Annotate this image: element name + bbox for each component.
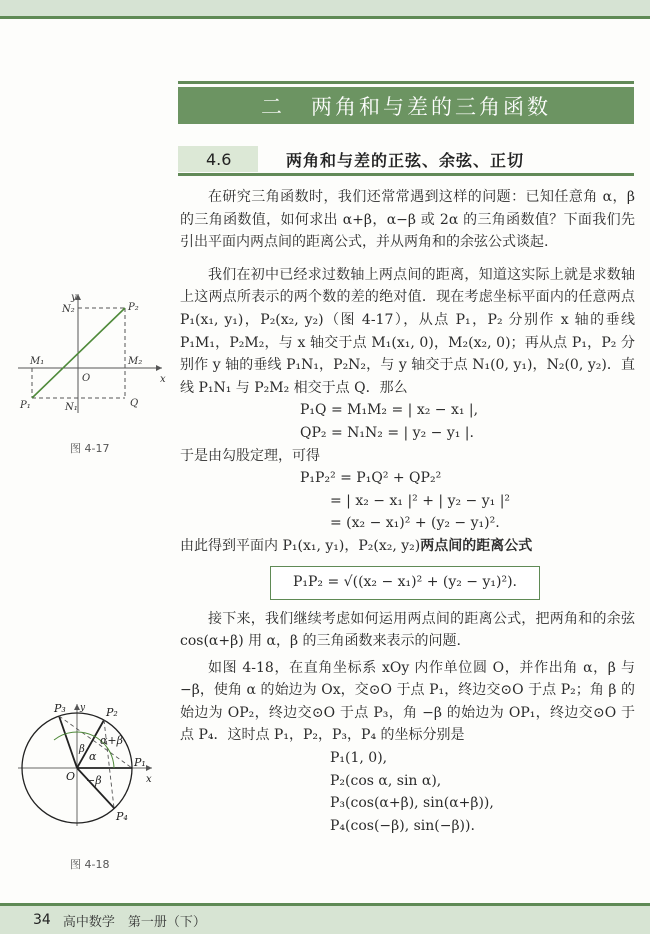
figure-4-18	[14, 700, 154, 830]
figure-4-18-caption: 图 4-18	[70, 858, 110, 871]
svg-text:y: y	[71, 292, 77, 303]
svg-text:M₂: M₂	[128, 356, 143, 367]
svg-text:N₁: N₁	[65, 402, 78, 413]
paragraph-intro: 在研究三角函数时，我们还常常遇到这样的问题：已知任意角 α，β 的三角函数值，如何求出 α+β，α−β 或 2α 的三角函数值？下面我们先引出平面内两点间的距离公式，并从两角和的余弦公式谈起.	[180, 189, 635, 251]
distance-formula-box	[270, 566, 540, 600]
equation-p1q: P₁Q = M₁M₂ = | x₂ − x₁ |,	[300, 402, 479, 419]
figure-4-17-caption: 图 4-17	[70, 442, 110, 455]
header-rule	[0, 16, 650, 19]
svg-text:P₁: P₁	[134, 756, 146, 769]
svg-text:P₄: P₄	[116, 810, 128, 823]
paragraph-cos-sum: 接下来，我们继续考虑如何运用两点间的距离公式，把两角和的余弦 cos(α+β) 用 α，β 的三角函数来表示的问题.	[180, 610, 635, 650]
section-heading	[178, 146, 634, 172]
section-title: 两角和与差的正弦、余弦、正切	[286, 150, 525, 170]
chapter-title: 两角和与差的三角函数	[311, 94, 551, 119]
paragraph-distance-formula-intro	[180, 535, 635, 558]
svg-text:O: O	[82, 373, 91, 384]
book-title: 高中数学 第一册（下）	[62, 914, 206, 930]
point-p2: P₂(cos α, sin α),	[330, 772, 442, 789]
svg-text:P₁: P₁	[20, 400, 31, 411]
chapter-heading	[178, 87, 634, 124]
svg-text:y: y	[80, 703, 86, 713]
svg-text:α+β: α+β	[100, 734, 124, 747]
equation-square-sum: = (x₂ − x₁)² + (y₂ − y₁)².	[330, 515, 500, 532]
paragraph-pythagoras: 于是由勾股定理，可得	[180, 447, 320, 464]
equation-p1p2-squared: P₁P₂² = P₁Q² + QP₂²	[300, 470, 442, 487]
svg-text:β: β	[79, 744, 85, 755]
svg-text:P₃: P₃	[54, 702, 66, 715]
figure-4-17	[10, 288, 170, 418]
point-p4: P₄(cos(−β), sin(−β)).	[330, 817, 475, 834]
point-p3: P₃(cos(α+β), sin(α+β)),	[330, 795, 494, 812]
page-footer	[0, 906, 650, 934]
section-number: 4.6	[178, 146, 258, 172]
x-arrow-icon	[146, 765, 152, 771]
chapter-rule	[178, 81, 634, 84]
svg-text:O: O	[66, 770, 76, 783]
equation-abs-sum: = | x₂ − x₁ |² + | y₂ − y₁ |²	[330, 492, 511, 509]
chapter-number: 二	[261, 94, 285, 119]
paragraph-unit-circle: 如图 4-18，在直角坐标系 xOy 内作单位圆 O，并作出角 α，β 与 −β，使角 α 的始边为 Ox，交⊙O 于点 P₁，终边交⊙O 于点 P₂；角 β 的始边为 OP₂，终边交⊙O 于点 P₃，角 −β 的始边为 OP₁，终边交⊙O 于点 P₄．这时点 P₁，P₂，P₃，P₄ 的坐标分别是	[180, 659, 635, 744]
svg-text:x: x	[160, 374, 166, 385]
header-band	[0, 0, 650, 16]
section-rule	[178, 173, 634, 176]
distance-formula-term: 两点间的距离公式	[420, 537, 533, 554]
svg-text:P₂: P₂	[128, 302, 139, 313]
svg-text:−β: −β	[86, 774, 102, 787]
svg-text:P₂: P₂	[106, 706, 118, 719]
paragraph-distance: 我们在初中已经求过数轴上两点间的距离，知道这实际上就是求数轴上这两点所表示的两个数的差的绝对值．现在考虑坐标平面内的任意两点 P₁(x₁, y₁)，P₂(x₂, y₂)（图 4-17），从点 P₁，P₂ 分别作 x 轴的垂线 P₁M₁，P₂M₂，与 x 轴交于点 M₁(x₁, 0)，M₂(x₂, 0)；再从点 P₁，P₂ 分别作 y 轴的垂线 P₁N₁，P₂N₂，与 y 轴交于点 N₁(0, y₁)，N₂(0, y₂)．直线 P₁N₁ 与 P₂M₂ 相交于点 Q．那么	[180, 266, 635, 396]
svg-text:N₂: N₂	[62, 304, 75, 315]
body-text	[180, 186, 635, 837]
svg-text:Q: Q	[130, 398, 139, 409]
distance-formula: P₁P₂ = √((x₂ − x₁)² + (y₂ − y₁)²).	[292, 574, 517, 591]
equation-qp2: QP₂ = N₁N₂ = | y₂ − y₁ |.	[300, 424, 474, 441]
page-number: 34	[33, 912, 51, 928]
distance-intro-text: 由此得到平面内 P₁(x₁, y₁)，P₂(x₂, y₂)	[180, 537, 421, 554]
x-arrow-icon	[156, 365, 162, 371]
svg-text:x: x	[146, 774, 152, 785]
svg-text:α: α	[89, 750, 97, 763]
svg-text:M₁: M₁	[30, 356, 45, 367]
point-p1: P₁(1, 0),	[330, 750, 388, 767]
